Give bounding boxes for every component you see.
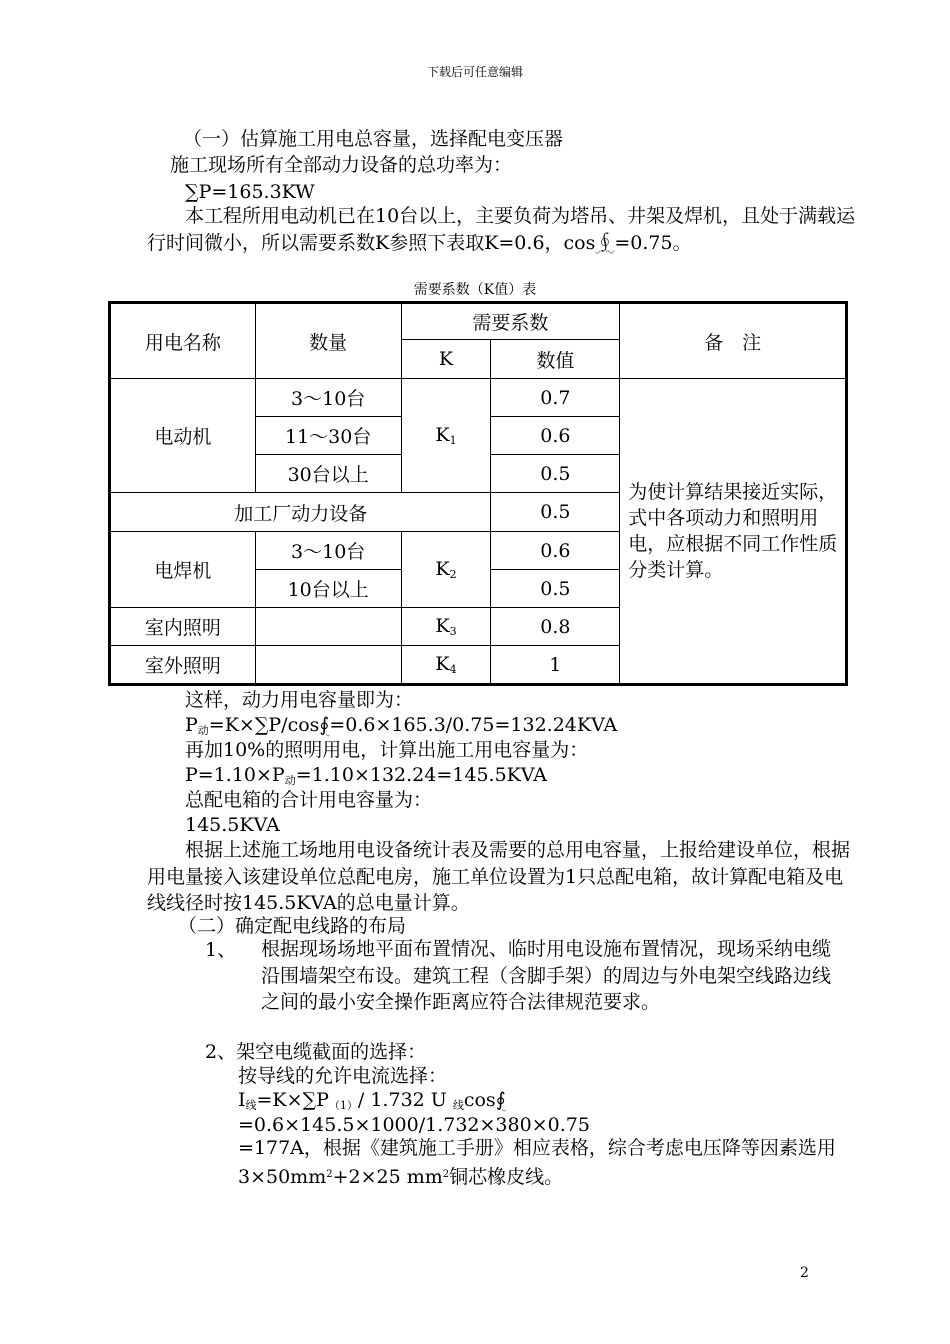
section1-title: （一）估算施工用电总容量，选择配电变压器 (183, 128, 564, 150)
row-factory-value: 0.5 (491, 493, 620, 532)
header-need-factor: 需要系数 (401, 304, 620, 340)
row-motor-value-2: 0.6 (491, 417, 620, 455)
header-name: 用电名称 (111, 304, 256, 379)
formula-line-2: =0.6×145.5×1000/1.732×380×0.75 (238, 1114, 590, 1136)
row-welder-qty-1: 3～10台 (255, 532, 401, 570)
row-motor-name: 电动机 (111, 379, 256, 493)
calc-line-5: 总配电箱的合计用电容量为： (185, 789, 433, 811)
table-caption: 需要系数（K值）表 (413, 282, 537, 298)
header-k: K (401, 340, 491, 379)
row-indoor-k: $K_3$ (401, 608, 491, 646)
calc-line-3: 再加10%的照明用电，计算出施工用电容量为： (185, 739, 589, 761)
row-welder-value-1: 0.6 (491, 532, 620, 570)
row-outdoor-qty (255, 646, 401, 684)
section1-total-power: ∑P=165.3KW (185, 181, 315, 203)
row-indoor-value: 0.8 (491, 608, 620, 646)
section1-paragraph: 本工程所用电动机已在10台以上，主要负荷为塔吊、井架及焊机，且处于满载运行时间微小，所以需要系数K参照下表取K=0.6，cos∮=0.75。 (147, 205, 856, 254)
row-motor-value-3: 0.5 (491, 455, 620, 493)
section1-line1: 施工现场所有全部动力设备的总功率为： (170, 154, 513, 176)
calc-paragraph: 根据上述施工场地用电设备统计表及需要的总用电容量，上报给建设单位，根据用电量接入该建设单位总配电房，施工单位设置为1只总配电箱，故计算配电箱及电线线径时按145.5KVA的总电量计算。 (147, 839, 851, 914)
header-quantity: 数量 (255, 304, 401, 379)
calc-line-6: 145.5KVA (185, 814, 280, 836)
row-outdoor-k: $K_4$ (401, 646, 491, 684)
note-cell: 为使计算结果接近实际，式中各项动力和照明用电，应根据不同工作性质分类计算。 (620, 379, 846, 684)
row-indoor-name: 室内照明 (111, 608, 256, 646)
row-factory-name: 加工厂动力设备 (111, 493, 491, 532)
header-value: 数值 (491, 340, 620, 379)
row-welder-qty-2: 10台以上 (255, 570, 401, 608)
calc-line-2: $P_动=K\times\sum P/\cos∮=0.6\times 165.3/0.75=132.24KVA$ (185, 714, 618, 737)
row-motor-k: $K_1$ (401, 379, 491, 493)
item1-text: 根据现场场地平面布置情况、临时用电设施布置情况，现场采纳电缆沿围墙架空布设。建筑工程（含脚手架）的周边与外电架空线路边线之间的最小安全操作距离应符合法律规范要求。 (261, 938, 832, 1013)
row-outdoor-value: 1 (491, 646, 620, 684)
header-note: 备 注 (620, 304, 846, 379)
row-outdoor-name: 室外照明 (111, 646, 256, 684)
row-welder-k: $K_2$ (401, 532, 491, 608)
page-number: 2 (800, 1265, 809, 1281)
k-factor-table (110, 303, 846, 684)
row-motor-value-1: 0.7 (491, 379, 620, 417)
row-welder-name: 电焊机 (111, 532, 256, 608)
row-motor-qty-1: 3～10台 (255, 379, 401, 417)
row-welder-value-2: 0.5 (491, 570, 620, 608)
calc-line-4: $P=1.10\times P_动=1.10\times 132.24=145.5KVA$ (185, 764, 548, 787)
item1-number: 1、 (205, 939, 237, 961)
row-motor-qty-2: 11～30台 (255, 417, 401, 455)
page-header: 下载后可任意编辑 (426, 65, 523, 79)
formula-line-3: =177A，根据《建筑施工手册》相应表格，综合考虑电压降等因素选用$3\times 50mm^2+2\times 25$ $mm^2$铜芯橡皮线。 (238, 1137, 836, 1188)
section2-title: （二）确定配电线路的布局 (178, 915, 407, 937)
row-motor-qty-3: 30台以上 (255, 455, 401, 493)
row-indoor-qty (255, 608, 401, 646)
calc-line-1: 这样，动力用电容量即为： (185, 689, 414, 711)
formula-line-1: $I_线=K\times\sum P_{(1)}/$ 1.732 U $_线$cos∮ (238, 1089, 506, 1112)
item2-title: 2、架空电缆截面的选择： (205, 1041, 427, 1063)
item2-line-1: 按导线的允许电流选择： (238, 1065, 448, 1087)
